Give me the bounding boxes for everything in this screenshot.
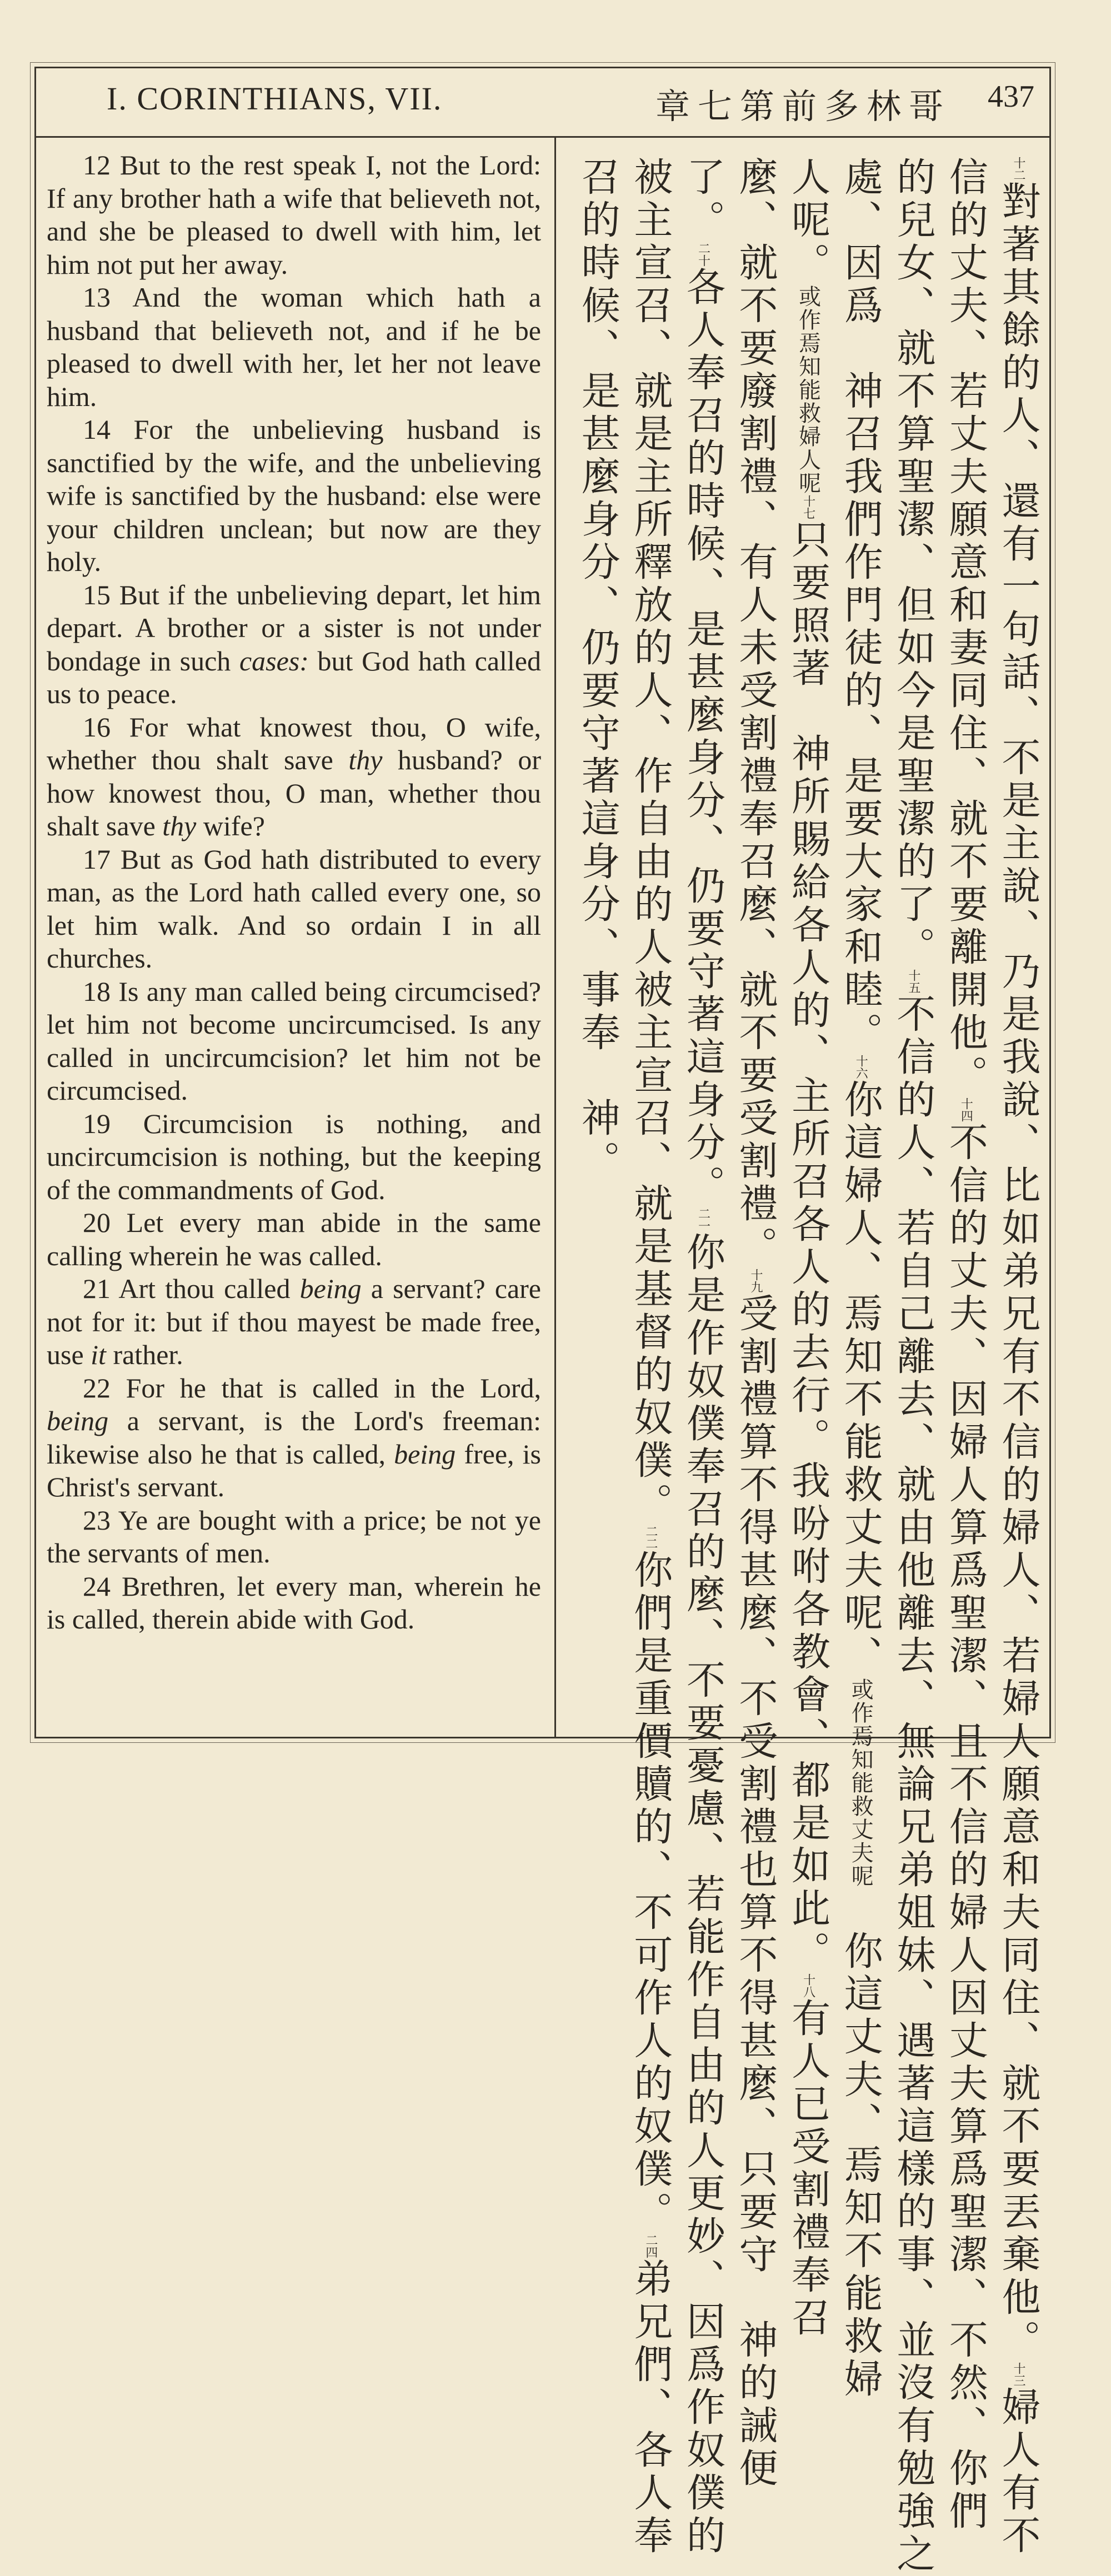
verse-number: 十四 <box>959 1097 973 1122</box>
chinese-text: 只要照著 神所賜給各人的、主所召各人的去行。我吩咐各教會、都是如此。 <box>785 519 831 1973</box>
english-verse <box>47 843 541 975</box>
chinese-column <box>782 157 834 2340</box>
english-verse <box>47 711 541 843</box>
english-verse <box>47 413 541 579</box>
verse-text: rather. <box>106 1339 183 1370</box>
verse-number: 十六 <box>854 1055 868 1079</box>
verse-text: 19 Circumcision is nothing, and uncircumcision is nothing, but the keeping of the commandments of God. <box>47 1107 541 1205</box>
verse-text: a servant? care not for it: but if thou mayest be made free, use <box>47 1273 541 1370</box>
verse-text: 22 For he that is called in the Lord, <box>83 1372 541 1404</box>
italic-word: being <box>394 1438 456 1470</box>
english-verse <box>47 579 541 711</box>
english-verse <box>47 1372 541 1504</box>
chinese-column <box>624 157 677 2558</box>
chinese-column <box>992 157 1044 2558</box>
chinese-text: 處、因爲 神召我們作門徒的、是要大家和睦。 <box>838 157 884 1055</box>
chinese-text: 弟兄們、各人奉 <box>627 2258 673 2558</box>
chinese-text: 對著其餘的人、還有一句話、不是主說、乃是我說、比如弟兄有不信的婦人、若婦人願意和夫同住、就不要丟棄他。 <box>995 181 1041 2362</box>
chinese-text: 了。 <box>680 157 726 242</box>
verse-number: 二四 <box>643 2234 658 2258</box>
header-title-english: I. CORINTHIANS, VII. <box>107 81 443 117</box>
verse-text: 24 Brethren, let every man, wherein he is called, therein abide with God. <box>47 1570 541 1635</box>
english-text-column <box>47 149 541 1636</box>
chinese-text: 各人奉召的時候、是甚麼身分、仍要守著這身分。 <box>680 267 726 1207</box>
chinese-column <box>834 157 887 2401</box>
verse-text: free, is Christ's servant. <box>47 1438 541 1502</box>
verse-text: 15 But if the unbelieving depart, let him depart. A brother or a sister is not under bondage in such <box>47 579 541 676</box>
chinese-text: 被主宣召、就是主所釋放的人、作自由的人被主宣召、就是基督的奴僕。 <box>627 157 673 1525</box>
running-header <box>34 67 1051 138</box>
chinese-text: 有人已受割禮奉召 <box>785 1998 831 2340</box>
chinese-column <box>677 157 729 2558</box>
chinese-text: 不信的人、若自己離去、就由他離去、無論兄弟姐妹、遇著這樣的事、並沒有勉強之 <box>890 994 936 2576</box>
italic-word: thy <box>162 810 197 841</box>
page-number: 437 <box>988 79 1034 114</box>
chinese-text: 人呢。 <box>785 157 831 285</box>
verse-text: 23 Ye are bought with a price; be not ye the servants of men. <box>47 1504 541 1568</box>
english-verse <box>47 1107 541 1207</box>
chinese-column <box>729 157 782 2490</box>
verse-text: 20 Let every man abide in the same calling wherein he was called. <box>47 1207 541 1271</box>
verse-number: 二二 <box>643 1525 658 1550</box>
verse-number: 十五 <box>906 969 920 994</box>
chinese-text: 麼、就不要廢割禮、有人未受割禮奉召麼、就不要受割禮。 <box>733 157 779 1269</box>
verse-text: 12 But to the rest speak I, not the Lord: If any brother hath a wife that believeth not, and she be pleased to dwell with him, let him not put her away. <box>47 149 541 280</box>
chinese-column <box>572 157 624 1734</box>
chinese-text: 受割禮算不得甚麼、不受割禮也算不得甚麼、只要守 神的誡便 <box>733 1293 779 2490</box>
italic-word: thy <box>348 744 383 775</box>
verse-text: 16 For what knowest thou, O wife, whether thou shalt save <box>47 711 541 775</box>
italic-word: cases: <box>239 645 309 676</box>
verse-text: 13 And the woman which hath a husband that believeth not, and if he be pleased to dwell with her, let her not leave him. <box>47 282 541 412</box>
verse-text: 18 Is any man called being circumcised? let him not become uncircumcised. Is any called in uncircumcision? let him not be circumcised. <box>47 975 541 1106</box>
verse-text: 14 For the unbelieving husband is sanctified by the wife, and the unbelieving wife is sanctified by the husband: else were your children unclean; but now are they holy. <box>47 414 541 577</box>
italic-word: it <box>91 1339 106 1370</box>
english-verse <box>47 149 541 281</box>
chinese-column <box>887 157 939 2576</box>
verse-number: 二一 <box>696 1207 710 1232</box>
verse-text: wife? <box>196 810 265 841</box>
english-verse <box>47 1272 541 1372</box>
verse-text: 17 But as God hath distributed to every man, as the Lord hath called every one, so let him walk. And so ordain I in all churches. <box>47 843 541 974</box>
chinese-text: 不信的丈夫、因婦人算爲聖潔、且不信的婦人因丈夫算爲聖潔、不然、你們 <box>943 1122 989 2533</box>
english-verse <box>47 975 541 1107</box>
chinese-text-column <box>567 157 1044 2576</box>
english-verse <box>47 1570 541 1636</box>
verse-number: 十九 <box>749 1269 763 1293</box>
chinese-text: 召的時候、是甚麼身分、仍要守著這身分、事奉 神。 <box>575 157 621 1183</box>
chinese-text: 的兒女、就不算聖潔、但如今是聖潔的了。 <box>890 157 936 969</box>
chinese-text: 你這婦人、焉知不能救丈夫呢、 <box>838 1079 884 1678</box>
verse-number: 二十 <box>696 242 710 267</box>
italic-word: being <box>299 1273 362 1304</box>
chinese-text: 你這丈夫、焉知不能救婦 <box>838 1888 884 2401</box>
italic-word: being <box>47 1405 109 1436</box>
english-verse <box>47 281 541 413</box>
alternate-reading-note: 或作焉知能救婦人呢 <box>795 285 821 495</box>
verse-text: but God hath called us to peace. <box>47 645 541 709</box>
english-verse <box>47 1206 541 1272</box>
chinese-column <box>939 157 992 2533</box>
english-verse <box>47 1504 541 1570</box>
verse-number: 十三 <box>1012 2362 1025 2387</box>
verse-text: husband? or how knowest thou, O man, whether thou shalt save <box>47 744 541 841</box>
alternate-reading-note: 或作焉知能救丈夫呢 <box>848 1678 874 1888</box>
chinese-text: 信的丈夫、若丈夫願意和妻同住、就不要離開他。 <box>943 157 989 1097</box>
chinese-text: 婦人有不 <box>995 2387 1041 2558</box>
verse-number: 十八 <box>801 1973 815 1998</box>
verse-number: 十二 <box>1012 157 1025 181</box>
chinese-text: 你們是重價贖的、不可作人的奴僕。 <box>627 1550 673 2234</box>
verse-number: 十七 <box>801 495 815 519</box>
header-title-chinese: 章七第前多林哥 <box>655 86 951 127</box>
verse-text: a servant, is the Lord's freeman: likewise also he that is called, <box>47 1405 541 1470</box>
chinese-text: 你是作奴僕奉召的麼、不要憂慮、若能作自由的人更妙、因爲作奴僕的 <box>680 1232 726 2558</box>
verse-text: 21 Art thou called <box>83 1273 300 1304</box>
column-divider <box>554 138 556 1738</box>
